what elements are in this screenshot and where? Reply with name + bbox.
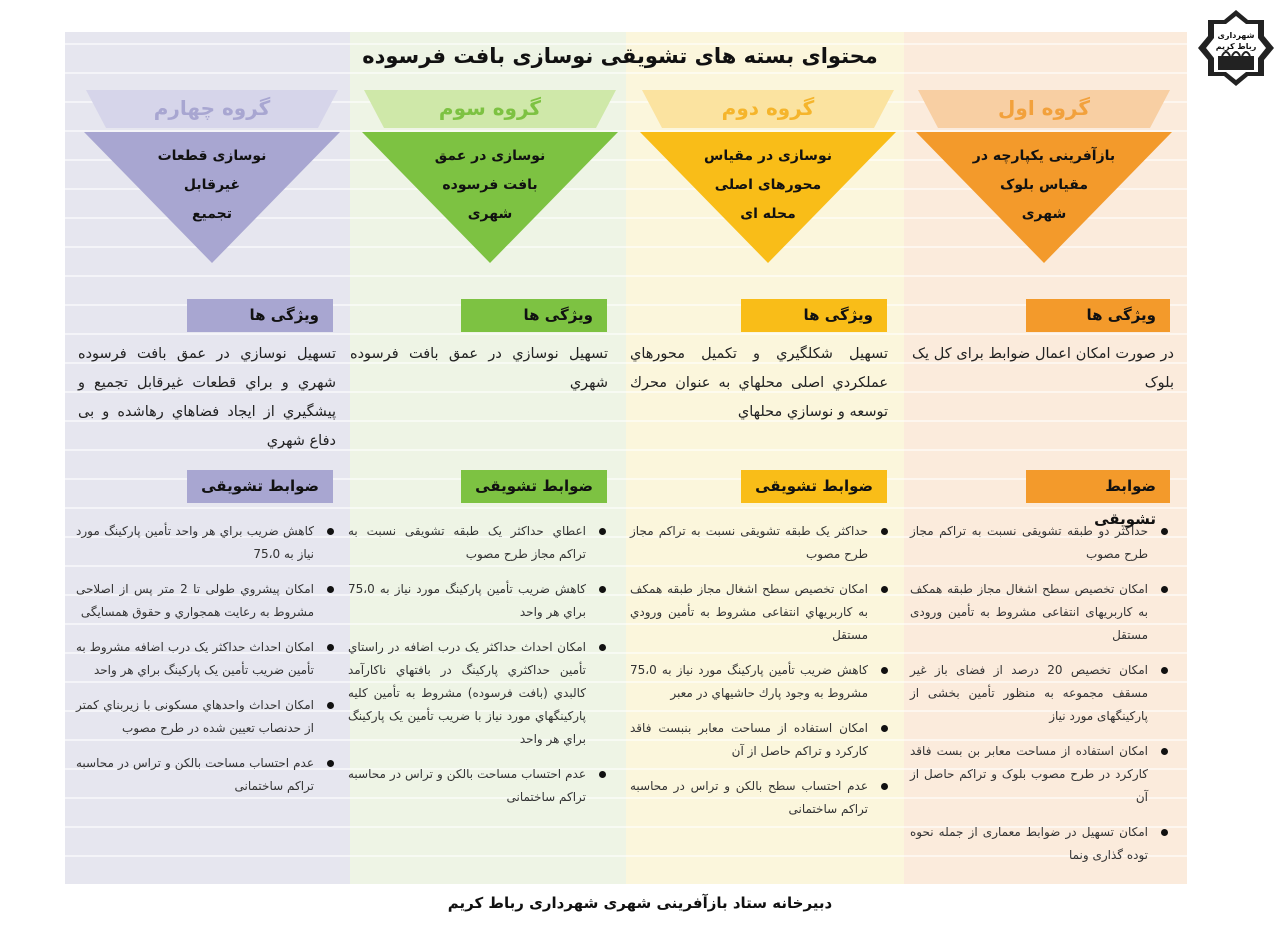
group-4-funnel (82, 90, 342, 265)
group-3-features-text: تسهیل نوسازي در عمق بافت فرسوده شهري (350, 346, 608, 391)
rule-item: عدم احتساب سطح بالکن و تراس در محاسبه تراکم ساختمانی (630, 775, 892, 821)
group-1-rules-label: ضوابط تشویقی (1026, 470, 1170, 503)
group-1-features-text: در صورت امکان اعمال ضوابط برای کل یک بلوک (912, 346, 1174, 391)
rule-item: امکان تخصیص سطح اشغال مجاز طبقه همکف به کاربریهای انتفاعی مشروط به تأمین ورودی مستقل (910, 578, 1172, 647)
bullet-icon (881, 528, 888, 535)
bullet-icon (1161, 829, 1168, 836)
rule-item: امکان استفاده از مساحت معابر بنبست فاقد کارکرد و تراکم حاصل از آن (630, 717, 892, 763)
group-1-rules-list (910, 520, 1172, 879)
rule-item: امکان احداث حداکثر یک درب اضافه مشروط به تأمین ضریب تأمین یک پارکینگ براي هر واحد (76, 636, 338, 682)
bullet-icon (881, 783, 888, 790)
rule-item: امکان تخصیص 20 درصد از فضای باز غیر مسقف مجموعه به منظور تأمین بخشی از پارکینگهای مورد نیاز (910, 659, 1172, 728)
bullet-icon (881, 586, 888, 593)
group-1-title: گروه اول (998, 96, 1090, 120)
svg-text:رباط کریم: رباط کریم (1215, 42, 1257, 51)
group-3-features-label: ویژگی ها (461, 299, 607, 332)
group-2-rules-list (630, 520, 892, 833)
bullet-icon (599, 528, 606, 535)
rule-item: امکان تخصیص سطح اشغال مجاز طبقه همکف به کاربریهاي انتفاعی مشروط به تأمین ورودي مستقل (630, 578, 892, 647)
bullet-icon (599, 771, 606, 778)
rule-item: حداکثر دو طبقه تشویقی نسبت به تراکم مجاز طرح مصوب (910, 520, 1172, 566)
bullet-icon (327, 528, 334, 535)
municipality-logo (1196, 8, 1276, 88)
group-2-subtitle: نوسازی در مقیاس محورهای اصلی محله ای (704, 148, 832, 222)
svg-text:شهرداری: شهرداری (1217, 31, 1255, 40)
group-2-rules-label: ضوابط تشویقی (741, 470, 887, 503)
rule-item: امکان پیشروي طولی تا 2 متر پس از اصلاحی مشروط به رعایت همجواري و حقوق همسایگی (76, 578, 338, 624)
group-2-title: گروه دوم (721, 96, 815, 120)
bullet-icon (327, 702, 334, 709)
bullet-icon (599, 644, 606, 651)
group-4-rules-list (76, 520, 338, 810)
group-4-features-label: ویژگی ها (187, 299, 333, 332)
rule-item: کاهش ضریب تأمین پارکینگ مورد نیاز به 75،0 مشروط به وجود پارك حاشیهاي در معبر (630, 659, 892, 705)
group-1-features-label: ویژگی ها (1026, 299, 1170, 332)
group-3-rules-label: ضوابط تشویقی (461, 470, 607, 503)
group-2-features-label: ویژگی ها (741, 299, 887, 332)
rule-item: عدم احتساب مساحت بالکن و تراس در محاسبه تراکم ساختمانی (348, 763, 610, 809)
rule-item: امکان احداث حداکثر یک درب اضافه در راستاي تأمین حداکثري پارکینگ در بافتهاي ناکارآمد کالبدي (بافت فرسوده) مشروط به تأمین کلیه پارکینگهاي مورد نیاز با ضریب تأمین یک پارکینگ براي هر واحد (348, 636, 610, 751)
group-3-subtitle: نوسازی در عمق بافت فرسوده شهری (434, 148, 546, 222)
rule-item: امکان استفاده از مساحت معابر بن بست فاقد کارکرد در طرح مصوب بلوک و تراکم حاصل از آن (910, 740, 1172, 809)
group-2-funnel (638, 90, 898, 265)
group-1-subtitle: بازآفرینی یکپارچه در مقیاس بلوک شهری (972, 148, 1116, 222)
bullet-icon (1161, 748, 1168, 755)
bullet-icon (327, 644, 334, 651)
rule-item: عدم احتساب مساحت بالکن و تراس در محاسبه تراکم ساختمانی (76, 752, 338, 798)
page-title: محتوای بسته های تشویقی نوسازی بافت فرسوده (362, 44, 878, 68)
group-4-features-text: تسهیل نوسازي در عمق بافت فرسوده شهري و براي قطعات غیرقابل تجمیع و پیشگیري از ایجاد فضاهاي رهاشده و بی دفاع شهري (78, 346, 336, 449)
rule-item: امکان تسهیل در ضوابط معماری از جمله نحوه توده گذاری ونما (910, 821, 1172, 867)
rule-item: کاهش ضریب براي هر واحد تأمین پارکینگ مورد نیاز به 75،0 (76, 520, 338, 566)
bullet-icon (599, 586, 606, 593)
group-3-title: گروه سوم (438, 96, 542, 120)
bullet-icon (327, 760, 334, 767)
group-1-funnel (914, 90, 1174, 265)
group-4-rules-label: ضوابط تشویقی (187, 470, 333, 503)
bullet-icon (1161, 528, 1168, 535)
group-4-subtitle: نوسازی قطعات غیرقابل تجمیع (157, 148, 267, 222)
bullet-icon (881, 667, 888, 674)
rule-item: کاهش ضریب تأمین پارکینگ مورد نیاز به 75،0 براي هر واحد (348, 578, 610, 624)
bullet-icon (881, 725, 888, 732)
group-2-features-text: تسهیل شکلگیري و تکمیل محورهاي عملکردي اصلی محلهاي به عنوان محرك توسعه و نوسازي محلهاي (630, 346, 888, 420)
footer-credit: دبیرخانه ستاد بازآفرینی شهری شهرداری رباط کریم (447, 894, 833, 912)
group-3-rules-list (348, 520, 610, 821)
bullet-icon (327, 586, 334, 593)
bullet-icon (1161, 586, 1168, 593)
group-3-funnel (360, 90, 620, 265)
rule-item: اعطاي حداکثر یک طبقه تشویقی نسبت به تراکم مجاز طرح مصوب (348, 520, 610, 566)
rule-item: حداکثر یک طبقه تشویقی نسبت به تراکم مجاز طرح مصوب (630, 520, 892, 566)
group-4-title: گروه چهارم (153, 96, 271, 120)
bullet-icon (1161, 667, 1168, 674)
rule-item: امکان احداث واحدهاي مسکونی با زیربناي کمتر از حدنصاب تعیین شده در طرح مصوب (76, 694, 338, 740)
